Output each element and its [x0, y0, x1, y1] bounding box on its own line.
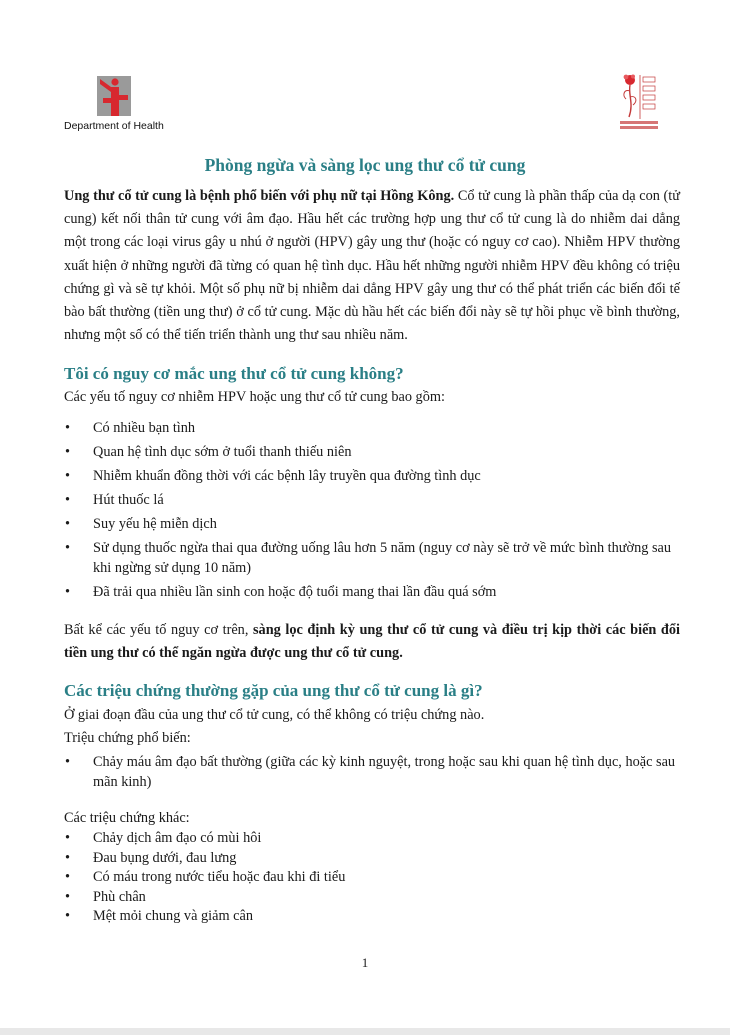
intro-bold-lead: Ung thư cổ tử cung là bệnh phổ biến với phụ nữ tại Hồng Kông.	[64, 188, 455, 204]
list-item: • Đau bụng dưới, đau lưng	[64, 849, 680, 869]
list-item: • Có máu trong nước tiểu hoặc đau khi đi tiểu	[64, 868, 680, 888]
list-item: • Nhiễm khuẩn đồng thời với các bệnh lây truyền qua đường tình dục	[64, 466, 680, 486]
risk-summary-paragraph	[64, 619, 680, 665]
cervical-screening-logo	[618, 73, 660, 133]
document-title: Phòng ngừa và sàng lọc ung thư cổ tử cung	[204, 155, 526, 175]
list-item: • Hút thuốc lá	[64, 490, 680, 510]
doh-emblem-icon	[97, 76, 131, 116]
list-item: • Chảy máu âm đạo bất thường (giữa các kỳ kinh nguyệt, trong hoặc sau khi quan hệ tình dục, hoặc sau mãn kinh)	[64, 753, 680, 792]
symptoms-heading: Các triệu chứng thường gặp của ung thư cổ tử cung là gì?	[64, 681, 483, 700]
risk-summary-text: Bất kể các yếu tố nguy cơ trên,	[64, 622, 253, 638]
list-item: • Suy yếu hệ miễn dịch	[64, 514, 680, 534]
viewer-bottom-edge	[0, 1028, 730, 1035]
common-symptoms-label: Triệu chứng phổ biến:	[64, 730, 191, 746]
risk-lead: Các yếu tố nguy cơ nhiễm HPV hoặc ung thư cổ tử cung bao gồm:	[64, 389, 445, 405]
other-symptoms-list	[64, 829, 680, 927]
list-item: • Quan hệ tình dục sớm ở tuổi thanh thiếu niên	[64, 442, 680, 462]
page-number: 1	[361, 955, 369, 970]
list-item: • Phù chân	[64, 888, 680, 908]
list-item: • Có nhiều bạn tình	[64, 418, 680, 438]
list-item: • Mệt mỏi chung và giảm cân	[64, 907, 680, 927]
department-of-health-logo	[64, 76, 174, 134]
risk-heading: Tôi có nguy cơ mắc ung thư cổ tử cung không?	[64, 364, 404, 383]
common-symptoms-list	[64, 753, 680, 792]
list-item: • Chảy dịch âm đạo có mùi hôi	[64, 829, 680, 849]
other-symptoms-label: Các triệu chứng khác:	[64, 810, 190, 826]
risk-factor-list	[64, 418, 680, 606]
intro-text: Cổ tử cung là phần thấp của dạ con (tử cung) kết nối thân tử cung với âm đạo. Hầu hết các trường hợp ung thư cổ tử cung là do nhiễm dai dẳng một trong các loại virus gây u nhú ở người (HPV) gây ung thư (hoặc có nguy cơ cao). Nhiễm HPV thường xuất hiện ở những người đã từng có quan hệ tình dục. Hầu hết những người nhiễm HPV đều không có triệu chứng gì và sẽ tự khỏi. Một số phụ nữ bị nhiễm dai dẳng HPV gây ung thư có thể phát triển các biến đổi tế bào bất thường (tiền ung thư) ở cổ tử cung. Mặc dù hầu hết các biến đổi này sẽ tự hồi phục về bình thường, nhưng một số có thể tiến triển thành ung thư sau nhiều năm.	[64, 188, 680, 344]
intro-paragraph	[64, 185, 680, 347]
cervical-screening-emblem-icon	[618, 73, 660, 133]
list-item: • Đã trải qua nhiều lần sinh con hoặc độ tuổi mang thai lần đầu quá sớm	[64, 582, 680, 602]
org-name: Department of Health	[64, 120, 164, 132]
risk-summary-bold: sàng lọc định kỳ ung thư cổ tử cung và điều trị kịp thời các biến đổi tiền ung thư có thể ngăn ngừa được ung thư cổ tử cung.	[64, 622, 681, 662]
list-item: • Sử dụng thuốc ngừa thai qua đường uống lâu hơn 5 năm (nguy cơ này sẽ trở về mức bình thường sau khi ngừng sử dụng 10 năm)	[64, 538, 680, 578]
symptoms-early-stage: Ở giai đoạn đầu của ung thư cổ tử cung, có thể không có triệu chứng nào.	[64, 707, 485, 723]
